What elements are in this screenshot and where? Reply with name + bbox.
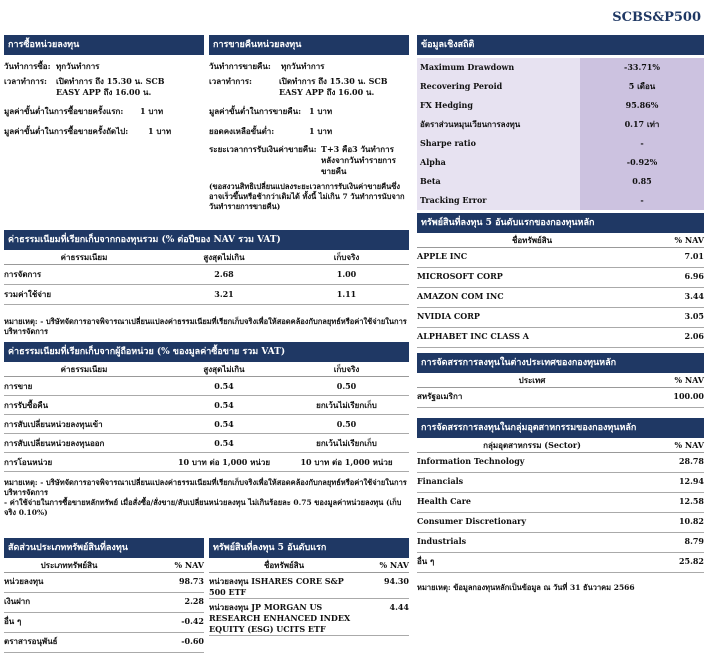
- stat-row: [417, 134, 704, 153]
- holder-fee-section: [4, 342, 409, 518]
- stat-value: -: [580, 134, 704, 153]
- fund-fee-section: [4, 230, 409, 337]
- stat-row: [417, 153, 704, 172]
- stat-label: อัตราส่วนหมุนเวียนการลงทุน: [417, 115, 580, 134]
- stats-title: ข้อมูลเชิงสถิติ: [417, 35, 704, 55]
- fee-max: 0.54: [214, 419, 234, 429]
- fee-name: การสับเปลี่ยนหน่วยลงทุนเข้า: [4, 419, 103, 429]
- buy-row: มูลค่าขั้นต่ำในการซื้อขายครั้งถัดไป: 1 บาท: [4, 126, 172, 136]
- row-name: อื่น ๆ: [4, 616, 22, 626]
- top5-title: ทรัพย์สินที่ลงทุน 5 อันดับแรก: [209, 538, 409, 558]
- row-name: หน่วยลงทุน JP MORGAN US RESEARCH ENHANCED INDEX EQUITY (ESG) UCITS ETF: [209, 602, 351, 634]
- row-value: -0.60: [181, 636, 204, 646]
- row-value: 10.82: [678, 516, 704, 526]
- sector-note: หมายเหตุ: ข้อมูลกองทุนหลักเป็นข้อมูล ณ วันที่ 31 ธันวาคม 2566: [417, 583, 635, 592]
- table-row: [417, 388, 704, 408]
- stat-row: [417, 58, 704, 77]
- fee-row: [4, 453, 409, 472]
- master-top5-title: ทรัพย์สินที่ลงทุน 5 อันดับแรกของกองทุนหลัก: [417, 213, 704, 233]
- stat-label: Tracking Error: [417, 191, 580, 210]
- row-value: 3.05: [684, 311, 704, 321]
- table-row: [417, 553, 704, 573]
- fee-max: 0.54: [214, 438, 234, 448]
- fund-fee-header: ค่าธรรมเนียม สูงสุดไม่เกิน เก็บจริง: [4, 250, 409, 265]
- stat-row: [417, 96, 704, 115]
- fee-name: การจัดการ: [4, 269, 42, 279]
- row-name: หน่วยลงทุน: [4, 576, 44, 586]
- fee-row: [4, 434, 409, 453]
- table-row: [4, 593, 204, 613]
- fee-name: การโอนหน่วย: [4, 457, 53, 467]
- fee-actual: 1.11: [336, 289, 357, 299]
- row-name: หน่วยลงทุน ISHARES CORE S&P 500 ETF: [209, 576, 344, 597]
- table-row: [417, 453, 704, 473]
- row-name: อื่น ๆ: [417, 556, 435, 566]
- table-row: [4, 633, 204, 653]
- fee-name: การรับซื้อคืน: [4, 400, 49, 410]
- fee-row: [4, 377, 409, 396]
- stat-label: Maximum Drawdown: [417, 58, 580, 77]
- row-value: 12.58: [678, 496, 704, 506]
- buy-section: [4, 35, 204, 140]
- stat-label: FX Hedging: [417, 96, 580, 115]
- buy-row: วันทำการซื้อ: ทุกวันทำการ: [4, 61, 100, 71]
- stat-row: [417, 172, 704, 191]
- row-name: สหรัฐอเมริกา: [417, 391, 463, 401]
- table-row: [417, 268, 704, 288]
- stats-section: [417, 35, 704, 210]
- stat-label: Sharpe ratio: [417, 134, 580, 153]
- table-row: [4, 573, 204, 593]
- row-value: -0.42: [181, 616, 204, 626]
- row-name: AMAZON COM INC: [417, 291, 504, 301]
- master-top5-section: ทรัพย์สินที่ลงทุน 5 อันดับแรกของกองทุนหลัก ชื่อทรัพย์สิน % NAV APPLE INC 7.01 MICROSOFT CORP 6.96 AMAZON COM INC 3.44 NVIDIA CORP 3.05 ALPHABET INC CLASS A 2.06: [417, 213, 704, 348]
- fee-row: [4, 285, 409, 305]
- row-name: Information Technology: [417, 456, 525, 466]
- row-name: APPLE INC: [417, 251, 468, 261]
- stat-value: 95.86%: [580, 96, 704, 115]
- row-value: 8.79: [684, 536, 704, 546]
- asset-types-section: สัดส่วนประเภททรัพย์สินที่ลงทุน ประเภททรัพย์สิน % NAV หน่วยลงทุน 98.73 เงินฝาก 2.28 อื่น ๆ -0.42 ตราสารอนุพันธ์ -0.60: [4, 538, 204, 653]
- table-row: [417, 473, 704, 493]
- table-row: [417, 328, 704, 348]
- row-name: Consumer Discretionary: [417, 516, 526, 526]
- stat-label: Recovering Peroid: [417, 77, 580, 96]
- sell-title: การขายคืนหน่วยลงทุน: [209, 35, 409, 55]
- row-value: 28.78: [678, 456, 704, 466]
- fund-fee-title: ค่าธรรมเนียมที่เรียกเก็บจากกองทุนรวม (% ต่อปีของ NAV รวม VAT): [4, 230, 409, 250]
- row-value: 4.44: [389, 602, 409, 612]
- stat-row: [417, 191, 704, 210]
- table-row: [417, 248, 704, 268]
- fee-actual: ยกเว้นไม่เรียกเก็บ: [316, 438, 377, 448]
- row-name: ALPHABET INC CLASS A: [417, 331, 529, 341]
- stat-row: [417, 115, 704, 134]
- row-name: เงินฝาก: [4, 596, 31, 606]
- fee-max: 2.68: [214, 269, 234, 279]
- stat-value: 0.17 เท่า: [580, 115, 704, 134]
- stat-value: -33.71%: [580, 58, 704, 77]
- row-value: 12.94: [678, 476, 704, 486]
- fee-row: [4, 415, 409, 434]
- country-title: การจัดสรรการลงทุนในต่างประเทศของกองทุนหลัก: [417, 353, 704, 373]
- top5-section: ทรัพย์สินที่ลงทุน 5 อันดับแรก ชื่อทรัพย์สิน % NAV หน่วยลงทุน ISHARES CORE S&P 500 ETF 94.30 หน่วยลงทุน JP MORGAN US RESEARCH ENHANCED INDEX EQUITY (ESG) UCITS ETF 4.44: [209, 538, 409, 636]
- row-value: 98.73: [178, 576, 204, 586]
- sector-section: การจัดสรรการลงทุนในกลุ่มอุตสาหกรรมของกองทุนหลัก กลุ่มอุตสาหกรรม (Sector) % NAV Information Technology 28.78 Financials 12.94 Health Care 12.58 Consumer Discretionary 10.82 Industrials 8.79 อื่น ๆ 25.82 หมายเหตุ: ข้อมูลกองทุนหลักเป็นข้อมูล ณ วันที่ 31 ธันวาคม 2566: [417, 418, 704, 593]
- stat-row: [417, 77, 704, 96]
- table-row: [417, 288, 704, 308]
- row-value: 25.82: [678, 556, 704, 566]
- fee-max: 0.54: [214, 400, 234, 410]
- fund-code: SCBS&P500: [612, 10, 701, 25]
- buy-title: การซื้อหน่วยลงทุน: [4, 35, 204, 55]
- buy-row: เวลาทำการ: เปิดทำการ ถึง 15.30 น. SCB EASY APP ถึง 16.00 น.: [4, 76, 165, 97]
- table-row: [209, 599, 409, 636]
- stat-value: 0.85: [580, 172, 704, 191]
- row-name: NVIDIA CORP: [417, 311, 480, 321]
- row-value: 2.06: [684, 331, 704, 341]
- stat-label: Alpha: [417, 153, 580, 172]
- row-value: 94.30: [383, 576, 409, 586]
- table-row: [417, 533, 704, 553]
- table-row: [4, 613, 204, 633]
- fee-max: 3.21: [214, 289, 234, 299]
- fee-actual: 0.50: [336, 419, 357, 429]
- stat-label: Beta: [417, 172, 580, 191]
- country-section: การจัดสรรการลงทุนในต่างประเทศของกองทุนหลัก ประเทศ % NAV สหรัฐอเมริกา 100.00: [417, 353, 704, 408]
- fee-name: การขาย: [4, 381, 33, 391]
- row-value: 3.44: [684, 291, 704, 301]
- holder-fee-note-2: - ค่าใช้จ่ายในการซื้อขายหลักทรัพย์ เมื่อสั่งซื้อ/สั่งขาย/สับเปลี่ยนหน่วยลงทุน ไม่เกินร้อยละ 0.75 ของมูลค่าหน่วยลงทุน (เก็บจริง 0.10%): [4, 498, 402, 517]
- fee-row: [4, 396, 409, 415]
- holder-fee-header: ค่าธรรมเนียม สูงสุดไม่เกิน เก็บจริง: [4, 362, 409, 377]
- asset-types-title: สัดส่วนประเภททรัพย์สินที่ลงทุน: [4, 538, 204, 558]
- row-value: 100.00: [673, 391, 704, 401]
- row-name: Financials: [417, 476, 464, 486]
- table-row: [417, 493, 704, 513]
- fee-name: รวมค่าใช้จ่าย: [4, 289, 52, 299]
- sell-section: การขายคืนหน่วยลงทุน วันทำการขายคืน: ทุกวันทำการ เวลาทำการ: เปิดทำการ ถึง 15.30 น. SCB EASY APP ถึง 16.00 น. มูลค่าขั้นต่ำในการขายคืน: 1 บาท ยอดคงเหลือขั้นต่ำ: 1 บาท ระยะเวลาการรับเงินค่าขายคืน: T+3 คือ3 วันทำการ หลังจากวันทำรายการ ขายคืน (ขอสงวนสิทธิเปลี่ยนแปลงระยะเวลาการรับเงินค่าขายคืนซึ่งอาจเร็วขึ้นหรือช้ากว่าเดิมได้ ทั้งนี้ ไม่เกิน 7 วันทำการนับจากวันทำรายการขายคืน): [209, 35, 409, 212]
- stat-value: -: [580, 191, 704, 210]
- row-name: ตราสารอนุพันธ์: [4, 636, 58, 646]
- fee-actual: 10 บาท ต่อ 1,000 หน่วย: [300, 457, 393, 467]
- table-row: [209, 573, 409, 599]
- holder-fee-note-1: หมายเหตุ: - บริษัทจัดการอาจพิจารณาเปลี่ยนแปลงค่าธรรมเนียมที่เรียกเก็บจริงเพื่อให้สอดคล้องกับกลยุทธ์หรือค่าใช้จ่ายในการบริหารจัดการ: [4, 478, 407, 497]
- table-row: [417, 513, 704, 533]
- row-name: Health Care: [417, 496, 472, 506]
- row-name: Industrials: [417, 536, 467, 546]
- fee-max: 0.54: [214, 381, 234, 391]
- fee-actual: ยกเว้นไม่เรียกเก็บ: [316, 400, 377, 410]
- sector-title: การจัดสรรการลงทุนในกลุ่มอุตสาหกรรมของกองทุนหลัก: [417, 418, 704, 438]
- fee-row: [4, 265, 409, 285]
- row-name: MICROSOFT CORP: [417, 271, 503, 281]
- sell-note: (ขอสงวนสิทธิเปลี่ยนแปลงระยะเวลาการรับเงินค่าขายคืนซึ่งอาจเร็วขึ้นหรือช้ากว่าเดิมได้ ทั้งนี้ ไม่เกิน 7 วันทำการนับจากวันทำรายการขายคืน): [209, 182, 405, 211]
- fee-actual: 0.50: [336, 381, 357, 391]
- fee-max: 10 บาท ต่อ 1,000 หน่วย: [177, 457, 271, 467]
- fee-name: การสับเปลี่ยนหน่วยลงทุนออก: [4, 438, 105, 448]
- fee-actual: 1.00: [336, 269, 357, 279]
- stat-value: -0.92%: [580, 153, 704, 172]
- holder-fee-title: ค่าธรรมเนียมที่เรียกเก็บจากผู้ถือหน่วย (% ของมูลค่าซื้อขาย รวม VAT): [4, 342, 409, 362]
- stat-value: 5 เดือน: [580, 77, 704, 96]
- row-value: 6.96: [684, 271, 704, 281]
- table-row: [417, 308, 704, 328]
- row-value: 2.28: [184, 596, 204, 606]
- buy-row: มูลค่าขั้นต่ำในการซื้อขายครั้งแรก: 1 บาท: [4, 106, 164, 116]
- row-value: 7.01: [684, 251, 704, 261]
- fund-fee-note: หมายเหตุ: - บริษัทจัดการอาจพิจารณาเปลี่ยนแปลงค่าธรรมเนียมที่เรียกเก็บจริงเพื่อให้สอดคล้องกับกลยุทธ์หรือค่าใช้จ่ายในการบริหารจัดการ: [4, 317, 407, 336]
